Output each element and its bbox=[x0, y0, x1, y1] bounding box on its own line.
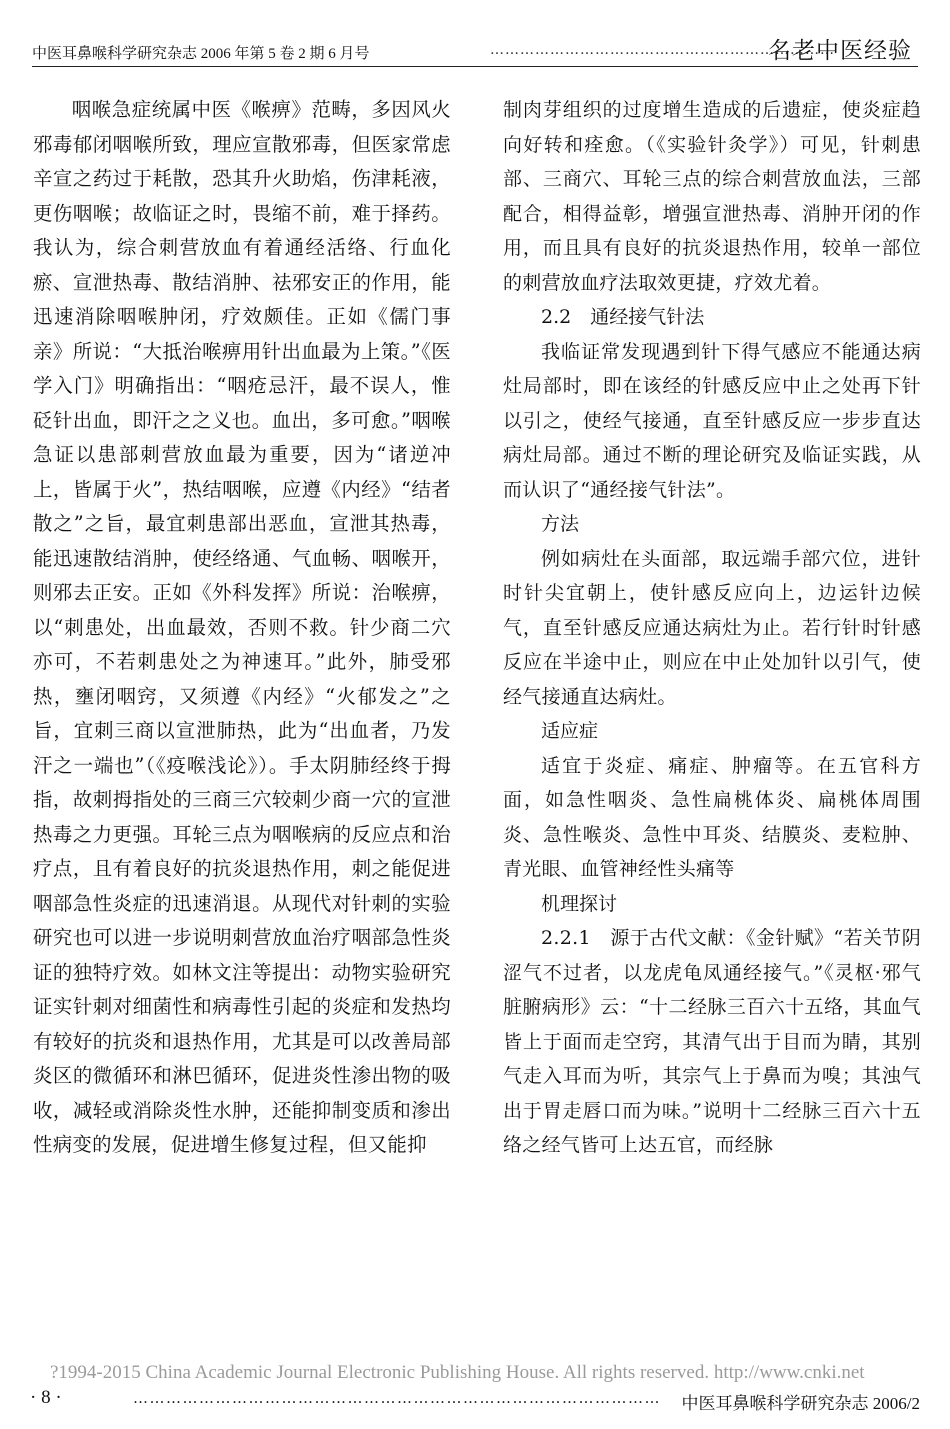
page-number: · 8 · bbox=[30, 1387, 62, 1408]
running-header bbox=[32, 36, 918, 67]
body-paragraph: 我临证常发现遇到针下得气感应不能通达病灶局部时，即在该经的针感反应中止之处再下针以引之，使经气接通，直至针感反应一步步直达病灶局部。通过不断的理论研究及临证实践，从而认识了“通经接气针法”。 bbox=[503, 340, 921, 501]
journal-issue-line: 中医耳鼻喉科学研究杂志 2006 年第 5 卷 2 期 6 月号 bbox=[32, 46, 370, 62]
section-title: 名老中医经验 bbox=[768, 38, 912, 64]
footer-leader-dots: …………………………………………………………………………………… bbox=[133, 1389, 661, 1407]
body-paragraph: 2.2.1 源于古代文献：《金针赋》“若关节阴涩气不过者，以龙虎龟凤通经接气。”《灵枢·邪气脏腑病形》云：“十二经脉三百六十五络，其血气皆上于面而走空窍，其清气出于目而为睛，其别气走入耳而为听，其宗气上于鼻而为嗅；其浊气出于胃走唇口而为味。”说明十二经脉三百六十五络之经气皆可上达五官，而经脉 bbox=[503, 927, 921, 1156]
subheading-mechanism: 机理探讨 bbox=[541, 892, 618, 915]
body-paragraph: 例如病灶在头面部，取远端手部穴位，进针时针尖宜朝上，使针感反应向上，边运针边候气，直至针感反应通达病灶为止。若行针时针感反应在半途中止，则应在中止处加针以引气，使经气接通直达病灶。 bbox=[503, 547, 921, 708]
section-heading: 2.2 通经接气针法 bbox=[541, 306, 705, 328]
subheading-indication: 适应症 bbox=[541, 720, 599, 742]
continued-paragraph: 制肉芽组织的过度增生造成的后遗症，使炎症趋向好转和痊愈。（《实验针灸学》）可见，针刺患部、三商穴、耳轮三点的综合刺营放血法，三部配合，相得益彰，增强宣泄热毒、消肿开闭的作用，而且具有良好的抗炎退热作用，较单一部位的刺营放血疗法取效更捷，疗效尤着。 bbox=[503, 99, 921, 294]
left-column bbox=[33, 93, 451, 1163]
running-footer bbox=[30, 1387, 920, 1417]
copyright-watermark: ?1994-2015 China Academic Journal Electronic Publishing House. All rights reserved. http://www.cnki.net bbox=[50, 1362, 865, 1383]
body-paragraph: 咽喉急症统属中医《喉痹》范畴，多因风火邪毒郁闭咽喉所致，理应宣散邪毒，但医家常虑辛宣之药过于耗散，恐其升火助焰，伤津耗液，更伤咽喉；故临证之时，畏缩不前，难于择药。我认为，综合刺营放血有着通经活络、行血化瘀、宣泄热毒、散结消肿、祛邪安正的作用，能迅速消除咽喉肿闭，疗效颇佳。正如《儒门事亲》所说：“大抵治喉痹用针出血最为上策。”《医学入门》明确指出：“咽疮忌汗，最不误人，惟砭针出血，即汗之之义也。血出，多可愈。”咽喉急证以患部刺营放血最为重要，因为“诸逆冲上，皆属于火”，热结咽喉，应遵《内经》“结者散之”之旨，最宜刺患部出恶血，宣泄其热毒，能迅速散结消肿，使经络通、气血畅、咽喉开，则邪去正安。正如《外科发挥》所说：治喉痹，以“刺患处，出血最效，否则不救。针少商二穴亦可，不若刺患处之为神速耳。”此外，肺受邪热，壅闭咽窍，又须遵《内经》“火郁发之”之旨，宜刺三商以宣泄肺热，此为“出血者，乃发汗之一端也”（《疫喉浅论》）。手太阴肺经终于拇指，故刺拇指处的三商三穴较刺少商一穴的宣泄热毒之力更强。耳轮三点为咽喉病的反应点和治疗点，且有着良好的抗炎退热作用，刺之能促进咽部急性炎症的迅速消退。从现代对针刺的实验研究也可以进一步说明刺营放血治疗咽部急性炎证的独特疗效。如林文注等提出：动物实验研究证实针刺对细菌性和病毒性引起的炎症和发热均有较好的抗炎和退热作用，尤其是可以改善局部炎区的微循环和淋巴循环，促进炎性渗出物的吸收，减轻或消除炎性水肿，还能抑制变质和渗出性病变的发展，促进增生修复过程，但又能抑 bbox=[33, 98, 451, 1156]
subheading-method: 方法 bbox=[541, 513, 580, 535]
header-leader-dots: …………………………………………………………… bbox=[490, 42, 835, 58]
right-column bbox=[503, 93, 921, 1163]
body-paragraph: 适宜于炎症、痛症、肿瘤等。在五官科方面，如急性咽炎、急性扁桃体炎、扁桃体周围炎、急性喉炎、急性中耳炎、结膜炎、麦粒肿、青光眼、血管神经性头痛等 bbox=[503, 754, 921, 880]
footer-journal-title: 中医耳鼻喉科学研究杂志 2006/2 bbox=[681, 1394, 920, 1413]
